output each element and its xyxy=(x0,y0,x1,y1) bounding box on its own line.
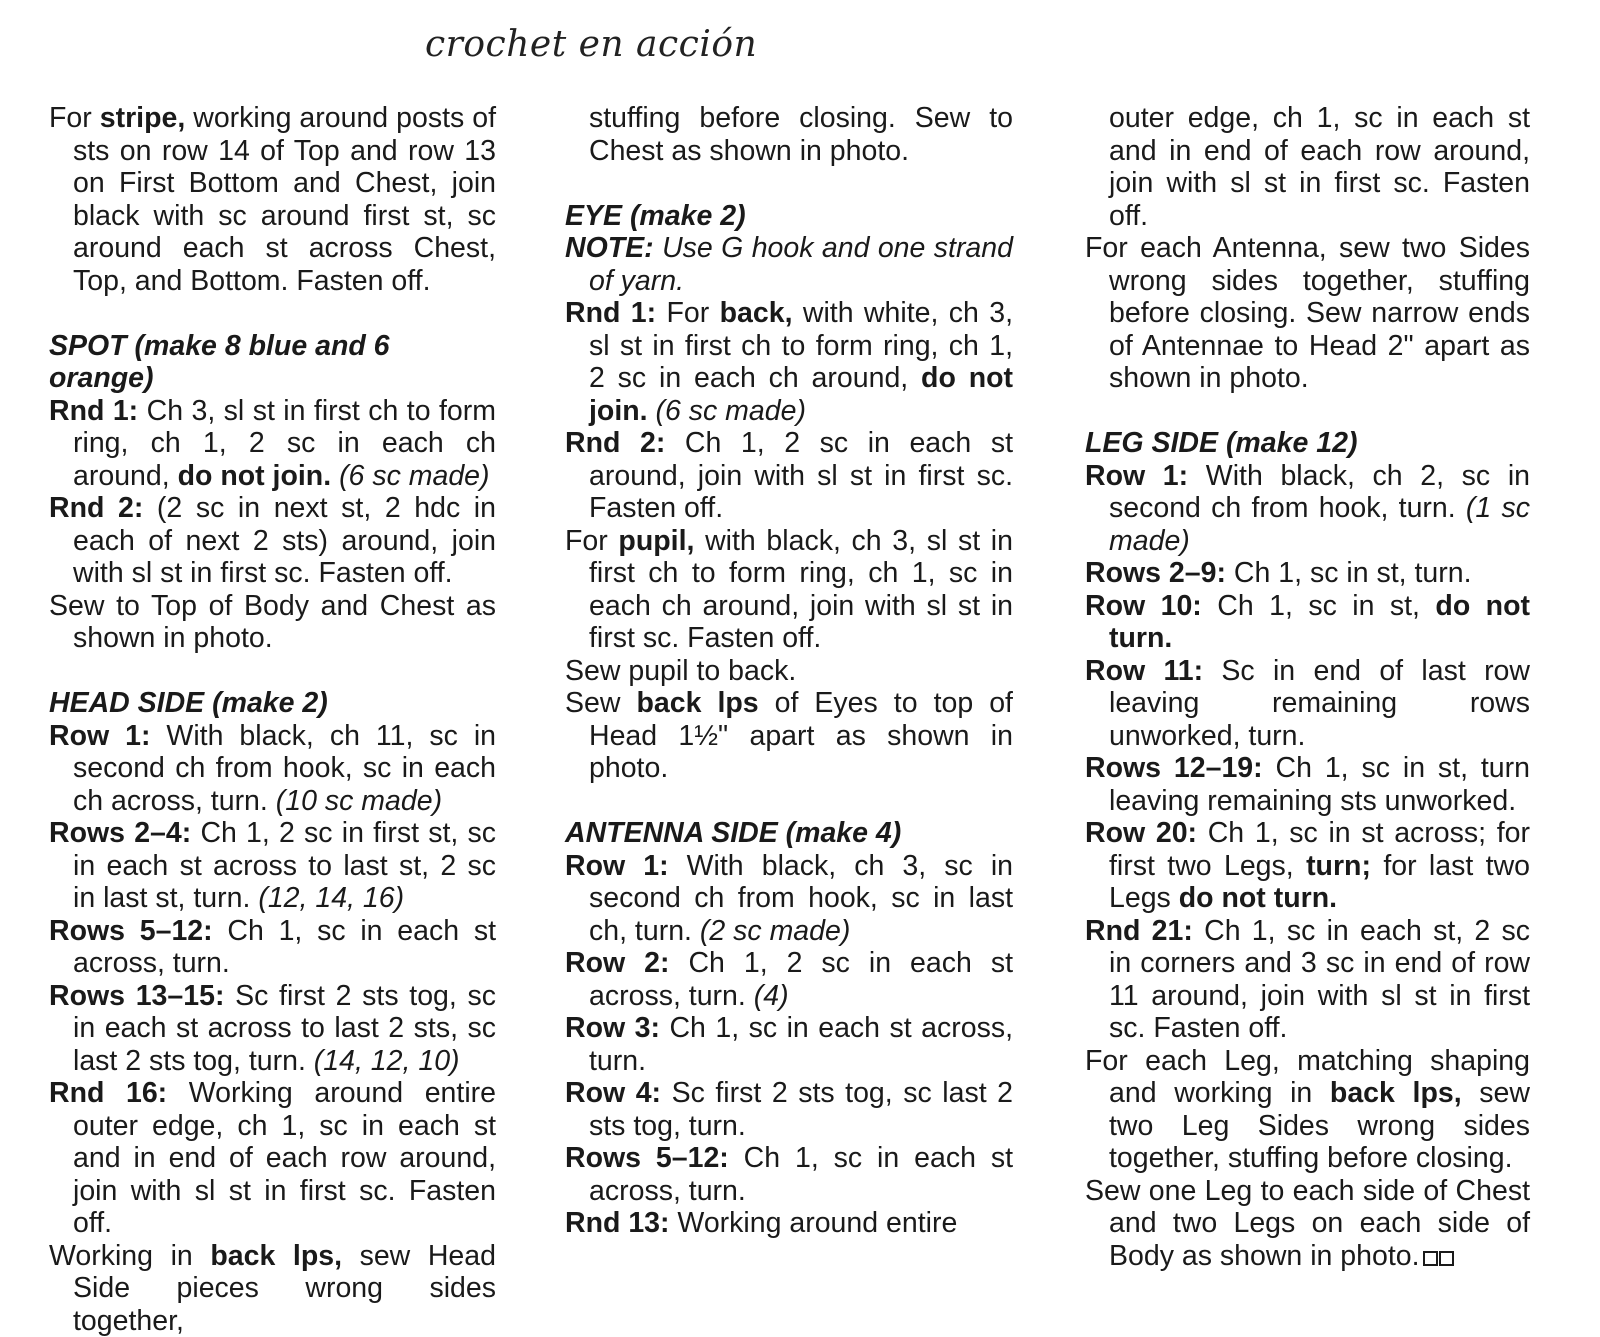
instruction-label: Row 1: xyxy=(49,720,150,752)
instruction-text: For xyxy=(49,102,100,134)
instruction-text: working around posts of sts on row 14 of Top and row 13 on First Bottom and Chest, join black with sc around first st, sc around each st across Chest, Top, and Bottom. Fasten off. xyxy=(73,102,496,297)
instruction-text: Sew pupil to back. xyxy=(565,655,796,687)
instruction-paragraph xyxy=(49,915,496,980)
instruction-paragraph xyxy=(565,655,1013,688)
instruction-label: Rows 2–9: xyxy=(1085,557,1226,589)
instruction-paragraph xyxy=(1085,557,1530,590)
instruction-text: (1 sc made) xyxy=(1109,492,1530,557)
instruction-paragraph xyxy=(565,427,1013,525)
instruction-text: Ch 1, sc in each st across, turn. xyxy=(589,1142,1013,1207)
instruction-text xyxy=(331,460,339,492)
instruction-label: Rnd 1: xyxy=(49,395,138,427)
pattern-column-3 xyxy=(1085,102,1530,1272)
instruction-text: Ch 3, sl st in first ch to form ring, ch 1, 2 sc in each ch around, xyxy=(73,395,496,492)
section-gap xyxy=(565,167,1013,200)
instruction-label: Row 10: xyxy=(1085,590,1202,622)
instruction-label: Row 4: xyxy=(565,1077,661,1109)
instruction-text: of Eyes to top of Head 1½" apart as shown in photo. xyxy=(589,687,1013,784)
instruction-text: Ch 1, 2 sc in each st across, turn. xyxy=(589,947,1013,1012)
instruction-text: Ch 1, sc in each st, 2 sc in corners and 3 sc in end of row 11 around, join with sl st in first sc. Fasten off. xyxy=(1109,915,1530,1045)
instruction-label: do not turn. xyxy=(1109,590,1530,655)
instruction-label: Rows 2–4: xyxy=(49,817,191,849)
instruction-paragraph xyxy=(565,232,1013,297)
instruction-paragraph xyxy=(565,947,1013,1012)
instruction-text: Working around entire xyxy=(670,1207,958,1239)
instruction-label: Row 11: xyxy=(1085,655,1203,687)
instruction-text: For xyxy=(565,525,618,557)
instruction-text: With black, ch 3, sc in second ch from hook, sc in last ch, turn. xyxy=(589,850,1013,947)
instruction-text: Ch 1, sc in st, turn leaving remaining sts unworked. xyxy=(1109,752,1530,817)
instruction-text xyxy=(648,395,656,427)
instruction-paragraph xyxy=(1085,1045,1530,1175)
instruction-label: Row 20: xyxy=(1085,817,1197,849)
instruction-text: Ch 1, 2 sc in first st, sc in each st across to last st, 2 sc in last st, turn. xyxy=(73,817,496,914)
instruction-paragraph xyxy=(1085,102,1530,232)
instruction-label: Rnd 21: xyxy=(1085,915,1193,947)
instruction-text: Working around entire outer edge, ch 1, sc in each st and in end of each row around, join with sl st in first sc. Fasten off. xyxy=(73,1077,496,1239)
instruction-label: back lps xyxy=(636,687,758,719)
instruction-paragraph xyxy=(49,590,496,655)
instruction-label: Rnd 16: xyxy=(49,1077,167,1109)
instruction-paragraph xyxy=(1085,817,1530,915)
instruction-paragraph xyxy=(1085,232,1530,395)
section-gap xyxy=(1085,395,1530,428)
instruction-text: (2 sc in next st, 2 hdc in each of next 2 sts) around, join with sl st in first sc. Fasten off. xyxy=(73,492,496,589)
instruction-text: Working in xyxy=(49,1240,210,1272)
instruction-label: turn; xyxy=(1306,850,1371,882)
instruction-text: with black, ch 3, sl st in first ch to form ring, ch 1, sc in each ch around, join with sl st in first sc. Fasten off. xyxy=(589,525,1013,655)
instruction-paragraph xyxy=(565,1207,1013,1240)
instruction-label: Rnd 2: xyxy=(565,427,665,459)
instruction-paragraph xyxy=(1085,590,1530,655)
section-heading: ANTENNA SIDE (make 4) xyxy=(565,817,1013,850)
section-heading: LEG SIDE (make 12) xyxy=(1085,427,1530,460)
instruction-paragraph xyxy=(565,1142,1013,1207)
instruction-label: Rows 13–15: xyxy=(49,980,224,1012)
instruction-text: sew Head Side pieces wrong sides together, xyxy=(73,1240,496,1337)
instruction-text: Use G hook and one strand of yarn. xyxy=(589,232,1013,297)
instruction-paragraph xyxy=(565,297,1013,427)
instruction-text: (6 sc made) xyxy=(656,395,806,427)
instruction-text: For xyxy=(656,297,720,329)
instruction-text: for last two Legs xyxy=(1109,850,1530,915)
instruction-label: back lps, xyxy=(1330,1077,1462,1109)
instruction-text: Sc first 2 sts tog, sc last 2 sts tog, turn. xyxy=(589,1077,1013,1142)
instruction-label: pupil, xyxy=(618,525,694,557)
instruction-label: Rnd 1: xyxy=(565,297,656,329)
page-header xyxy=(0,24,1600,84)
instruction-text: sew two Leg Sides wrong sides together, stuffing before closing. xyxy=(1109,1077,1530,1174)
instruction-paragraph xyxy=(1085,655,1530,753)
instruction-text: Ch 1, sc in each st across, turn. xyxy=(73,915,496,980)
instruction-paragraph xyxy=(565,1077,1013,1142)
instruction-label: Row 3: xyxy=(565,1012,660,1044)
instruction-paragraph xyxy=(49,102,496,297)
instruction-label: Rnd 13: xyxy=(565,1207,670,1239)
instruction-paragraph xyxy=(1085,752,1530,817)
pattern-column-2 xyxy=(565,102,1013,1240)
instruction-text: Sew one Leg to each side of Chest and two Legs on each side of Body as shown in photo. xyxy=(1085,1175,1530,1272)
section-gap xyxy=(49,297,496,330)
instruction-text: (4) xyxy=(754,980,789,1012)
instruction-label: stripe, xyxy=(100,102,186,134)
pattern-column-1 xyxy=(49,102,496,1337)
instruction-paragraph xyxy=(565,1012,1013,1077)
section-heading: HEAD SIDE (make 2) xyxy=(49,687,496,720)
instruction-text: Ch 1, sc in st across; for first two Legs, xyxy=(1109,817,1530,882)
instruction-text: Sc first 2 sts tog, sc in each st across to last 2 sts, sc last 2 sts tog, turn. xyxy=(73,980,496,1077)
instruction-paragraph xyxy=(49,720,496,818)
instruction-label: Row 1: xyxy=(565,850,669,882)
instruction-label: back lps, xyxy=(210,1240,342,1272)
instruction-paragraph xyxy=(565,102,1013,167)
instruction-text: Ch 1, 2 sc in each st around, join with sl st in first sc. Fasten off. xyxy=(589,427,1013,524)
section-heading: EYE (make 2) xyxy=(565,200,1013,233)
instruction-label: Rows 5–12: xyxy=(49,915,213,947)
instruction-label: do not join. xyxy=(589,362,1013,427)
end-of-pattern-box-icon xyxy=(1423,1251,1438,1266)
instruction-text: With black, ch 2, sc in second ch from hook, turn. xyxy=(1109,460,1530,525)
instruction-text: Ch 1, sc in st, xyxy=(1202,590,1436,622)
instruction-text: (2 sc made) xyxy=(700,915,850,947)
instruction-label: NOTE: xyxy=(565,232,654,264)
instruction-paragraph xyxy=(1085,1175,1530,1273)
instruction-paragraph xyxy=(49,1077,496,1240)
instruction-text: Ch 1, sc in st, turn. xyxy=(1226,557,1472,589)
instruction-paragraph xyxy=(49,817,496,915)
instruction-text: outer edge, ch 1, sc in each st and in end of each row around, join with sl st in first sc. Fasten off. xyxy=(1109,102,1530,232)
instruction-text: stuffing before closing. Sew to Chest as shown in photo. xyxy=(589,102,1013,167)
instruction-text: (12, 14, 16) xyxy=(258,882,404,914)
instruction-text: (14, 12, 10) xyxy=(314,1045,460,1077)
instruction-text: For each Leg, matching shaping and working in xyxy=(1085,1045,1530,1110)
section-heading: SPOT (make 8 blue and 6 orange) xyxy=(49,330,496,395)
instruction-paragraph xyxy=(1085,460,1530,558)
instruction-label: Row 1: xyxy=(1085,460,1188,492)
instruction-text: with white, ch 3, sl st in first ch to form ring, ch 1, 2 sc in each ch around, xyxy=(589,297,1013,394)
instruction-label: Rows 5–12: xyxy=(565,1142,729,1174)
instruction-text: (10 sc made) xyxy=(276,785,442,817)
instruction-text: Sew xyxy=(565,687,636,719)
instruction-text: With black, ch 11, sc in second ch from hook, sc in each ch across, turn. xyxy=(73,720,496,817)
instruction-paragraph xyxy=(49,492,496,590)
instruction-text: (6 sc made) xyxy=(339,460,489,492)
section-gap xyxy=(565,785,1013,818)
instruction-paragraph xyxy=(49,1240,496,1337)
instruction-paragraph xyxy=(565,850,1013,948)
section-gap xyxy=(49,655,496,688)
instruction-text: Ch 1, sc in each st across, turn. xyxy=(589,1012,1013,1077)
instruction-text: For each Antenna, sew two Sides wrong sides together, stuffing before closing. Sew narrow ends of Antennae to Head 2" apart as shown in photo. xyxy=(1085,232,1530,394)
magazine-title: crochet en acción xyxy=(425,24,757,65)
instruction-text: Sew to Top of Body and Chest as shown in photo. xyxy=(49,590,496,655)
instruction-label: back, xyxy=(720,297,793,329)
instruction-paragraph xyxy=(565,687,1013,785)
instruction-paragraph xyxy=(49,395,496,493)
instruction-text: Sc in end of last row leaving remaining rows unworked, turn. xyxy=(1109,655,1530,752)
end-of-pattern-box-icon xyxy=(1439,1251,1454,1266)
instruction-label: do not turn. xyxy=(1179,882,1337,914)
instruction-paragraph xyxy=(565,525,1013,655)
instruction-label: Row 2: xyxy=(565,947,669,979)
instruction-label: do not join. xyxy=(178,460,332,492)
instruction-label: Rnd 2: xyxy=(49,492,143,524)
instruction-paragraph xyxy=(49,980,496,1078)
instruction-paragraph xyxy=(1085,915,1530,1045)
instruction-label: Rows 12–19: xyxy=(1085,752,1263,784)
